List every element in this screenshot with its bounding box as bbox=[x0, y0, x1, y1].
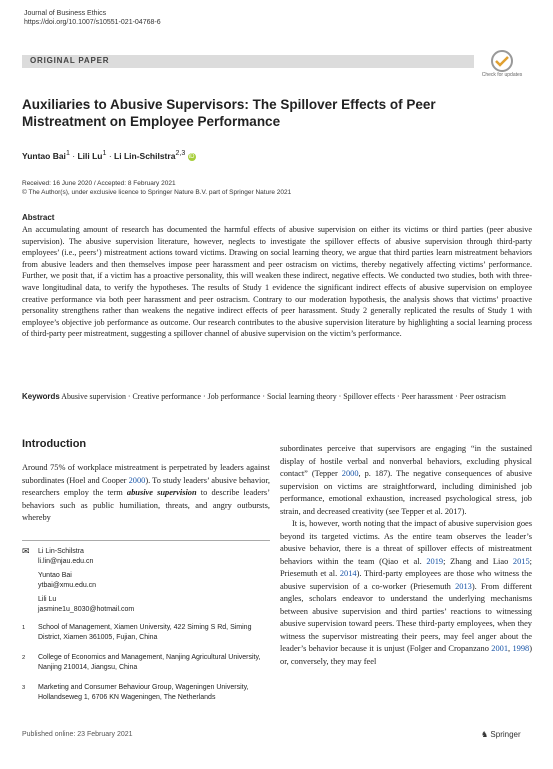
affiliation-text: School of Management, Xiamen University, 422 Siming S Rd, Siming District, Xiamen 361005, Fujian, China bbox=[38, 624, 252, 641]
citation-link[interactable]: 2000 bbox=[341, 469, 359, 478]
keywords-list: Abusive supervision · Creative performance · Job performance · Social learning theory · Spillover effects · Peer harassment · Peer ostracism bbox=[61, 392, 506, 401]
text-run: subordinates perceive that supervisors are engaging “in the sustained display of hostile verbal and nonverbal behaviors, excluding physical contact” (Tepper bbox=[280, 444, 532, 478]
contact-email[interactable]: jasmine1u_8030@hotmail.com bbox=[38, 606, 135, 613]
citation-link[interactable]: 2013 bbox=[455, 581, 472, 591]
affiliation bbox=[22, 623, 270, 647]
text-run: , p. 187). The negative consequences of abusive supervision on victims are straightforward, including diminished job performance, emotional exhaustion, increased psychological stress, job strain, and decreased creativity (see Tepper et al. 2017). bbox=[280, 469, 532, 516]
affiliation-text: Marketing and Consumer Behaviour Group, Wageningen University, Hollandseweg 1, 6706 KN Wageningen, The Netherlands bbox=[38, 684, 249, 701]
contact-email[interactable]: ytbai@xmu.edu.cn bbox=[38, 582, 97, 589]
received-accepted: Received: 16 June 2020 / Accepted: 8 February 2021 bbox=[22, 180, 176, 187]
envelope-icon: ✉ bbox=[22, 546, 30, 556]
journal-header bbox=[24, 9, 161, 27]
intro-paragraph-2 bbox=[280, 443, 532, 518]
text-run: ). From different angles, scholars endeavor to understand the underlying mechanisms between abusive supervision and third parties’ reactions to witnessing abusive supervision toward peers. These third-party employees, when they witness the supervisor mistreating their peers, may feel anger about the leader’s behavior because it is unjust (Folger and Cropanzano bbox=[280, 581, 532, 653]
term-emphasis: abusive supervision bbox=[126, 488, 197, 497]
contact-entry bbox=[22, 571, 270, 591]
article-title: Auxiliaries to Abusive Supervisors: The Spillover Effects of Peer Mistreatment on Employee Performance bbox=[22, 97, 436, 129]
text-run: Around 75% of workplace mistreatment is perpetrated by leaders against subordinates (Hoel and Cooper bbox=[22, 463, 270, 485]
affiliation-text: College of Economics and Management, Nanjing Agricultural University, Nanjing 210014, Jiangsu, China bbox=[38, 654, 261, 671]
check-for-updates-icon[interactable] bbox=[484, 48, 520, 84]
author-affil-sup: 2,3 bbox=[175, 149, 186, 157]
affiliation-number: 1 bbox=[22, 625, 26, 631]
author-list bbox=[22, 149, 196, 161]
contact-email[interactable]: li.lin@njau.edu.cn bbox=[38, 558, 94, 565]
abstract-heading: Abstract bbox=[22, 213, 55, 222]
contact-name: Lili Lu bbox=[38, 596, 57, 603]
author-separator: · bbox=[72, 150, 76, 161]
author-name: Yuntao Bai bbox=[22, 150, 66, 161]
text-run: to describe leaders’ behaviors such as public humiliation, threats, and angry outbursts, whereby bbox=[22, 488, 270, 522]
affiliation-number: 2 bbox=[22, 655, 26, 661]
springer-horse-icon: ♞ bbox=[481, 730, 489, 739]
footnote-divider bbox=[22, 540, 270, 541]
affiliation-number: 3 bbox=[22, 685, 26, 691]
affiliation bbox=[22, 653, 270, 677]
contact-entry bbox=[22, 595, 270, 615]
citation-link[interactable]: 2014 bbox=[339, 569, 357, 578]
intro-column-2 bbox=[280, 443, 532, 668]
correspondence-author bbox=[22, 547, 270, 567]
check-for-updates-label[interactable]: Check for updates bbox=[481, 72, 523, 78]
citation-link[interactable]: 2019 bbox=[426, 556, 444, 566]
text-run: ) or, conversely, they may feel bbox=[280, 644, 532, 666]
correspondence-block bbox=[22, 547, 270, 717]
author-name: Li Lin-Schilstra bbox=[114, 150, 176, 161]
keywords-label: Keywords bbox=[22, 392, 60, 401]
publisher-name: Springer bbox=[490, 730, 521, 739]
author-separator: · bbox=[108, 150, 112, 161]
citation-link[interactable]: 2001 bbox=[491, 644, 508, 653]
text-run: ; Priesemuth et al. bbox=[280, 556, 532, 578]
introduction-heading: Introduction bbox=[22, 438, 87, 450]
orcid-icon[interactable]: iD bbox=[188, 153, 195, 160]
keywords bbox=[22, 391, 532, 402]
article-type-banner bbox=[22, 55, 474, 68]
abstract-text: An accumulating amount of research has documented the harmful effects of abusive supervision on either its victims or third parties (peer abusive supervision). The abusive supervision literature, however, neglects to investigate the spillover effects of abusive supervision through third-party employees’ (i.e., peers’) mistreatment actions toward victims. Drawing on social learning theory, we argue that third parties learn mistreatment behaviors from abusive leaders and then themselves impose peer harassment and peer ostracism on victims, thereby negatively affecting victims’ performance. Further, we posit that, if a victim has a proactive personality, this will weaken these indirect, negative effects. We conducted two studies, both with three-wave longitudinal data, to verify the hypotheses. The results of Study 1 evidence the significant indirect effects of abusive supervision on employee creative performance via both peer harassment and peer ostracism. Contrary to our moderation hypothesis, the analysis shows that victims’ proactive personality strengthens rather than weakens the negative indirect effects of peer harassment. Study 2 generally replicated the results of Study 1 with employee’s objective job performance as outcome. Our research contributes to the abusive supervision literature by highlighting a social learning process of third-party peer mistreatment, suggesting a spillover channel of abusive supervision on the victim’s performance. bbox=[22, 225, 532, 339]
citation-link[interactable]: 2000 bbox=[128, 475, 146, 485]
publisher-logo bbox=[481, 730, 521, 739]
copyright-line: © The Author(s), under exclusive licence to Springer Nature B.V. part of Springer Nature 2021 bbox=[22, 189, 292, 196]
citation-link[interactable]: 2015 bbox=[512, 556, 530, 566]
author-affil-sup: 1 bbox=[102, 149, 107, 157]
text-run: ). Third-party employees are those who witness the abusive supervision of a co-worker (Priesemuth bbox=[280, 569, 532, 591]
journal-doi[interactable]: https://doi.org/10.1007/s10551-021-04768-6 bbox=[24, 19, 161, 26]
article-dates bbox=[22, 179, 291, 197]
contact-name: Yuntao Bai bbox=[38, 572, 72, 579]
journal-name: Journal of Business Ethics bbox=[24, 10, 107, 17]
author-name: Lili Lu bbox=[77, 150, 103, 161]
article-type-label: ORIGINAL PAPER bbox=[30, 56, 110, 65]
affiliation bbox=[22, 683, 270, 717]
intro-paragraph-3 bbox=[280, 518, 532, 668]
author-affil-sup: 1 bbox=[65, 149, 70, 157]
contact-name: Li Lin-Schilstra bbox=[38, 548, 84, 555]
published-online: Published online: 23 February 2021 bbox=[22, 731, 133, 738]
intro-paragraph-1 bbox=[22, 462, 270, 525]
text-run: ; Zhang and Liao bbox=[443, 556, 513, 566]
text-run: , bbox=[508, 644, 513, 653]
citation-link[interactable]: 1998 bbox=[512, 644, 530, 653]
text-run: ). To study leaders’ abusive behavior, researchers employ the term bbox=[22, 475, 271, 497]
text-run: It is, however, worth noting that the impact of abusive supervision goes beyond its targeted victims. As the entire team observes the leader’s abusive behavior, there is a threat of spillover effects of mistreatment behaviors within the team (Qiao et al. bbox=[280, 519, 532, 566]
